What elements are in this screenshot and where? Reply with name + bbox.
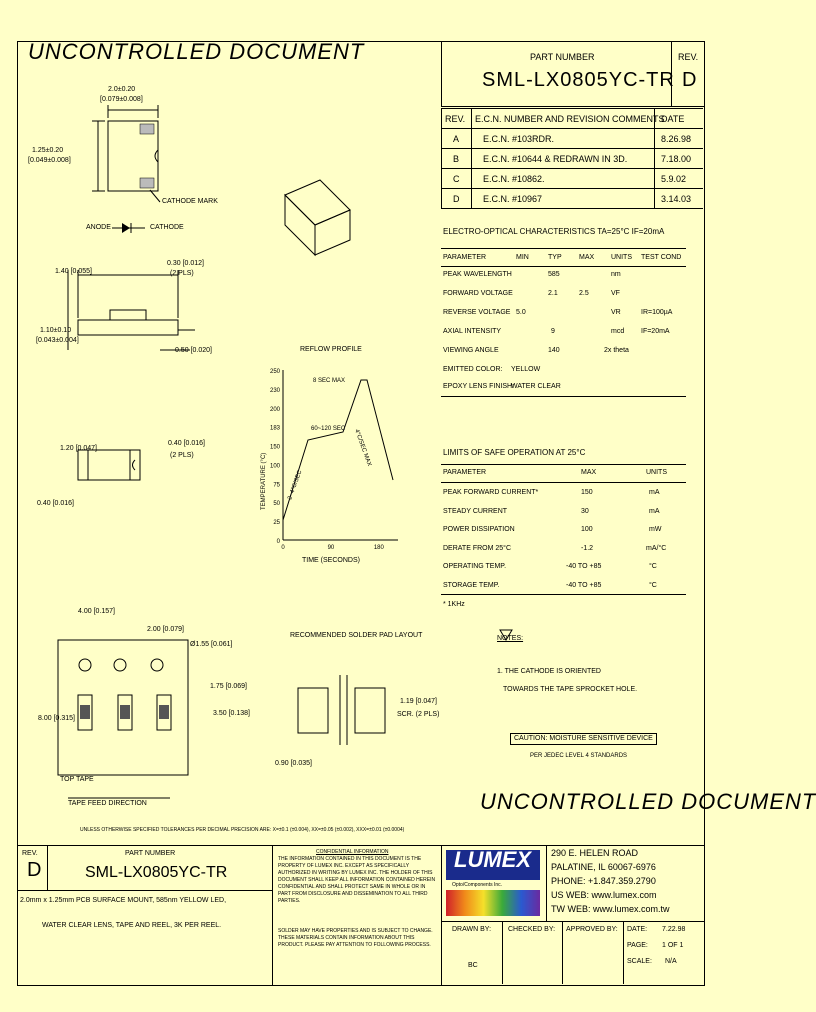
revision-table [441, 108, 703, 211]
reflow-x-tick: 180 [373, 545, 384, 551]
eo-r1-typ: 2.1 [548, 290, 558, 297]
safe-r4-units: °C [649, 563, 657, 570]
rev-d-date: 3.14.03 [661, 194, 692, 204]
solder-pad-left [298, 688, 328, 733]
solder-pad-dim: 1.19 [0.047] [400, 698, 437, 705]
eo-r2-units: VR [611, 309, 621, 316]
safe-h-units: UNITS [646, 469, 667, 476]
eo-r4-typ: 140 [548, 347, 560, 354]
eo-r2-test: IR=100µA [641, 309, 673, 316]
dim-pad: 0.30 [0.012] [167, 260, 204, 267]
tb-date-label: DATE: [627, 926, 648, 933]
watermark-bottom: UNCONTROLLED DOCUMENT [480, 789, 816, 814]
part-number: SML-LX0805YC-TR [482, 69, 675, 91]
safe-r3-max: -1.2 [581, 545, 594, 552]
eo-h-min: MIN [516, 254, 529, 261]
eo-h-param: PARAMETER [443, 254, 487, 261]
tape-pitch: 4.00 [0.157] [78, 608, 115, 615]
tape-pocket: 2.00 [0.079] [147, 626, 184, 633]
cathode-label: CATHODE [150, 224, 184, 231]
safe-r5-units: °C [649, 582, 657, 589]
tb-checked-label: CHECKED BY: [508, 926, 556, 933]
reflow-y-tick: 150 [269, 444, 280, 451]
tb-rev: D [27, 859, 43, 881]
reflow-y-tick: 183 [269, 425, 280, 432]
safe-r0-param: PEAK FORWARD CURRENT* [443, 489, 539, 496]
eo-r5-param: EMITTED COLOR: [443, 366, 503, 373]
tape-feed-label: TAPE FEED DIRECTION [68, 800, 147, 807]
reflow-y-tick: 250 [269, 369, 280, 375]
eo-r3-test: IF=20mA [641, 328, 670, 335]
tape-width: 8.00 [0.315] [38, 715, 75, 722]
tb-page: 1 OF 1 [662, 942, 684, 949]
dim-body-length: 2.0±0.20 [108, 86, 136, 93]
logo-sub: Opto/Components Inc. [452, 882, 503, 888]
safe-r3-units: mA/°C [646, 545, 667, 552]
eo-h-units: UNITS [611, 254, 632, 261]
solder-pad-title: RECOMMENDED SOLDER PAD LAYOUT [290, 632, 423, 639]
tb-confidential: THE INFORMATION CONTAINED IN THIS DOCUMENT IS THE PROPERTY OF LUMEX INC. EXCEPT AS SPECIFICALLY AUTHORIZED IN WRITING BY LUMEX INC. THE HOLDER OF THIS DOCUMENT SHALL KEEP ALL INFORMATION CONTAINED HEREIN CONFIDENTIAL AND SHALL PROTECT SAME IN WHOLE OR IN PART FROM DISCLOSURE AND DISSEMINATION TO ALL THIRD PARTIES. [278, 856, 436, 904]
tb-desc1: 2.0mm x 1.25mm PCB SURFACE MOUNT, 585nm YELLOW LED, [20, 897, 227, 904]
reflow-x-tick: 90 [327, 545, 335, 551]
eo-r3-units: mcd [611, 328, 625, 335]
safe-footnote: * 1KHz [443, 601, 465, 608]
safe-r5-max: -40 TO +85 [566, 582, 602, 589]
rev-b-comment: E.C.N. #10644 & REDRAWN IN 3D. [483, 154, 628, 164]
safe-title: LIMITS OF SAFE OPERATION AT 25°C [443, 448, 586, 457]
rev-d-comment: E.C.N. #10967 [483, 194, 543, 204]
safe-r1-max: 30 [581, 508, 589, 515]
safe-operation-table [441, 449, 686, 609]
tb-drawn-label: DRAWN BY: [452, 926, 492, 933]
reflow-ramp-label: 2~4°C/SEC [287, 469, 304, 501]
tb-rev-label: REV. [22, 850, 38, 857]
dim-body-width: 1.25±0.20 [32, 147, 64, 154]
eo-r2-min: 5.0 [516, 309, 526, 316]
eo-r5-value: YELLOW [511, 366, 541, 373]
eo-h-max: MAX [579, 254, 595, 261]
solder-pad-right [355, 688, 385, 733]
safe-r0-max: 150 [581, 489, 593, 496]
tape-edge: 1.75 [0.069] [210, 683, 247, 690]
dim-bottom-w: 0.40 [0.016] [37, 500, 74, 507]
notes-title: NOTES: [497, 635, 524, 642]
logo-text: LUMEX [454, 847, 531, 872]
tb-scale: N/A [665, 958, 677, 965]
tb-phone: PHONE: +1.847.359.2790 [551, 876, 656, 886]
reflow-y-tick: 200 [269, 406, 280, 413]
reflow-x-tick: 0 [281, 545, 285, 551]
dim-bottom-pls: (2 PLS) [170, 452, 194, 459]
rev-b: B [453, 154, 460, 164]
reflow-y-tick: 0 [276, 539, 280, 545]
safe-h-max: MAX [581, 469, 597, 476]
reflow-y-tick: 75 [273, 482, 280, 489]
safe-r4-param: OPERATING TEMP. [443, 563, 507, 570]
eo-r4-units: 2x theta [604, 347, 629, 354]
reflow-ylabel: TEMPERATURE (°C) [261, 452, 267, 510]
date-header: DATE [661, 114, 685, 124]
tb-date: 7.22.98 [662, 926, 686, 933]
eo-r6-value: WATER CLEAR [511, 383, 561, 390]
tb-web2[interactable]: TW WEB: www.lumex.com.tw [551, 904, 670, 914]
safe-r1-param: STEADY CURRENT [443, 508, 508, 515]
eo-r2-param: REVERSE VOLTAGE [443, 309, 511, 316]
note-1b: TOWARDS THE TAPE SPROCKET HOLE. [503, 686, 638, 693]
tb-pn-label: PART NUMBER [125, 850, 176, 857]
eo-h-typ: TYP [548, 254, 562, 261]
tb-disclaimer: SOLDER MAY HAVE PROPERTIES AND IS SUBJECT TO CHANGE. THESE MATERIALS CONTAIN INFORMATION ABOUT THIS PRODUCT. PLEASE PAY ATTENTION TO FOLLOWING PROCESS. [278, 928, 433, 948]
dim-body-length-in: [0.079±0.008] [100, 96, 143, 103]
tb-page-label: PAGE: [627, 942, 648, 949]
dim-height: 1.10±0.10 [40, 327, 72, 334]
dim-height-in: [0.043±0.004] [36, 337, 79, 344]
safe-h-param: PARAMETER [443, 469, 487, 476]
eo-h-test: TEST COND [641, 254, 682, 261]
rev-value: D [682, 69, 698, 91]
eo-r0-param: PEAK WAVELENGTH [443, 271, 512, 278]
tb-web1[interactable]: US WEB: www.lumex.com [551, 890, 657, 900]
tb-desc2: WATER CLEAR LENS, TAPE AND REEL, 3K PER REEL. [42, 922, 222, 929]
safe-r1-units: mA [649, 508, 660, 515]
caution-box: CAUTION: MOISTURE SENSITIVE DEVICE [510, 733, 657, 745]
reflow-xlabel: TIME (SECONDS) [302, 557, 360, 564]
safe-r0-units: mA [649, 489, 660, 496]
dim-body-width-in: [0.049±0.008] [28, 157, 71, 164]
rev-d: D [453, 194, 460, 204]
eo-r6-param: EPOXY LENS FINISH: [443, 383, 515, 390]
tolerance-note: UNLESS OTHERWISE SPECIFIED TOLERANCES PER DECIMAL PRECISION ARE: X=±0.1 (±0.004), XX=±0.05 (±0.002), XXX=±0.01 (±0.0004) [80, 827, 405, 833]
reflow-down-label: 4°C/SEC MAX [353, 428, 373, 468]
tape-top-label: TOP TAPE [60, 776, 94, 783]
rev-a-date: 8.26.98 [661, 134, 692, 144]
rev-a-comment: E.C.N. #103RDR. [483, 134, 555, 144]
eo-r4-param: VIEWING ANGLE [443, 347, 499, 354]
dim-side-length: 1.40 [0.055] [55, 268, 92, 275]
reflow-y-tick: 230 [269, 387, 280, 394]
anode-label: ANODE [86, 224, 111, 231]
dim-bottom-len: 1.20 [0.047] [60, 445, 97, 452]
eo-r1-max: 2.5 [579, 290, 589, 297]
reflow-title: REFLOW PROFILE [300, 346, 362, 353]
eo-r1-param: FORWARD VOLTAGE [443, 290, 513, 297]
part-number-label: PART NUMBER [530, 52, 595, 62]
rev-header: REV. [445, 114, 466, 124]
tb-address1: 290 E. HELEN ROAD [551, 848, 639, 858]
caution-sub: PER JEDEC LEVEL 4 STANDARDS [530, 753, 628, 759]
rev-c-comment: E.C.N. #10862. [483, 174, 545, 184]
tape-hole: Ø1.55 [0.061] [190, 641, 233, 648]
safe-r2-max: 100 [581, 526, 593, 533]
reflow-y-tick: 50 [273, 501, 280, 508]
comment-header: E.C.N. NUMBER AND REVISION COMMENTS [475, 114, 665, 124]
eo-r1-units: VF [611, 290, 620, 297]
safe-r2-param: POWER DISSIPATION [443, 526, 515, 533]
reflow-chart [255, 355, 405, 555]
solder-pad-scr: SCR. (2 PLS) [397, 711, 440, 718]
lumex-logo [444, 848, 542, 918]
safe-r4-max: -40 TO +85 [566, 563, 602, 570]
eo-r0-typ: 585 [548, 271, 560, 278]
tb-pn: SML-LX0805YC-TR [85, 864, 228, 881]
reflow-y-tick: 25 [273, 520, 280, 527]
dim-pad-pls: (2 PLS) [170, 270, 194, 277]
reflow-curve [283, 380, 393, 520]
tb-drawn: BC [468, 962, 478, 969]
solder-pad-gap: 0.90 [0.035] [275, 760, 312, 767]
eo-r0-units: nm [611, 271, 621, 278]
dim-bottom-pad: 0.40 [0.016] [168, 440, 205, 447]
note-1a: 1. THE CATHODE IS ORIENTED [497, 668, 601, 675]
safe-r2-units: mW [649, 526, 662, 533]
reflow-y-tick: 100 [269, 463, 280, 470]
dim-lens: 0.50 [0.020] [175, 347, 212, 354]
cathode-mark-label: CATHODE MARK [162, 198, 218, 205]
tb-scale-label: SCALE: [627, 958, 652, 965]
eo-title: ELECTRO-OPTICAL CHARACTERISTICS TA=25°C IF=20mA [443, 227, 665, 236]
rev-label: REV. [678, 52, 699, 62]
rev-b-date: 7.18.00 [661, 154, 692, 164]
eo-r3-typ: 9 [551, 328, 555, 335]
reflow-max-label: 8 SEC MAX [313, 378, 346, 384]
tb-conf-title: CONFIDENTIAL INFORMATION [316, 849, 389, 855]
safe-r3-param: DERATE FROM 25°C [443, 545, 512, 552]
rev-a: A [453, 134, 460, 144]
tape-center: 3.50 [0.138] [213, 710, 250, 717]
rev-c: C [453, 174, 460, 184]
reflow-hold-label: 60~120 SEC [311, 426, 346, 432]
safe-r5-param: STORAGE TEMP. [443, 582, 500, 589]
rev-c-date: 5.9.02 [661, 174, 687, 184]
watermark-top: UNCONTROLLED DOCUMENT [28, 39, 365, 64]
tb-approved-label: APPROVED BY: [566, 926, 618, 933]
tb-address2: PALATINE, IL 60067-6976 [551, 862, 656, 872]
eo-r3-param: AXIAL INTENSITY [443, 328, 502, 335]
